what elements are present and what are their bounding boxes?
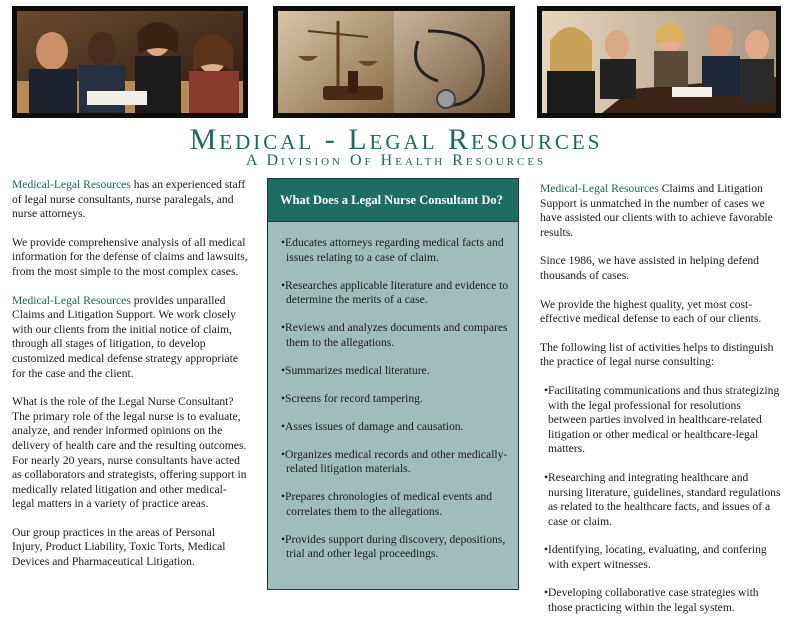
left-paragraph-5: Our group practices in the areas of Personal Injury, Product Liability, Toxic Torts, Medical Devices and Pharmaceutical Litigation. bbox=[12, 525, 226, 569]
panel-list-item: •Organizes medical records and other medically-related litigation materials. bbox=[281, 447, 508, 476]
panel-list-item: •Summarizes medical literature. bbox=[281, 363, 430, 377]
panel-list-item: •Prepares chronologies of medical events and correlates them to the allegations. bbox=[281, 490, 493, 518]
panel-list-item: •Researches applicable literature and evidence to determine the merits of a case. bbox=[281, 278, 509, 307]
panel-list bbox=[268, 222, 518, 562]
right-paragraph-3: We provide the highest quality, yet most cost-effective medical defense to each of our clients. bbox=[540, 297, 762, 326]
activity-item: •Developing collaborative case strategies with those practicing within the legal system. bbox=[544, 586, 759, 615]
brand-name: Medical-Legal Resources bbox=[12, 178, 131, 191]
left-column bbox=[12, 178, 248, 584]
panel-list-item: •Screens for record tampering. bbox=[281, 391, 423, 405]
brand-name: Medical-Legal Resources bbox=[540, 182, 659, 195]
right-paragraph-1-text: Claims and Litigation Support is unmatched in the number of cases we have assisted our clients with to achieve favorable results. bbox=[540, 182, 773, 239]
left-paragraph-3 bbox=[12, 294, 248, 382]
panel-list-item: •Educates attorneys regarding medical facts and issues relating to a case of claim. bbox=[281, 236, 504, 264]
activity-item: •Identifying, locating, evaluating, and confering with expert witnesses. bbox=[544, 543, 767, 571]
panel-list-item: •Provides support during discovery, depositions, trial and other legal proceedings. bbox=[281, 532, 506, 561]
right-paragraph-1 bbox=[540, 182, 782, 240]
conference-table-photo bbox=[537, 6, 781, 118]
right-paragraph-2: Since 1986, we have assisted in helping defend thousands of cases. bbox=[540, 254, 759, 282]
right-paragraph-4: The following list of activities helps to distinguish the practice of legal nurse consulting: bbox=[540, 340, 774, 369]
panel-list-item: •Asses issues of damage and causation. bbox=[281, 419, 464, 433]
activities-list bbox=[540, 384, 782, 616]
left-paragraph-1 bbox=[12, 178, 248, 222]
panel-list-item: •Reviews and analyzes documents and compares them to the allegations. bbox=[281, 321, 508, 349]
business-meeting-photo bbox=[12, 6, 248, 118]
page-title: Medical - Legal Resources bbox=[189, 123, 603, 156]
left-paragraph-4: What is the role of the Legal Nurse Consultant? The primary role of the legal nurse is to evaluate, analyze, and render informed opinions on the delivery of health care and the resulting outcomes. For nearly 20 years, nurse consultants have acted as collaborators and strategists, offering support in medically related litigation and other medical-legal matters in a variety of practice areas. bbox=[12, 395, 247, 511]
right-column bbox=[540, 182, 782, 630]
left-paragraph-3-text: provides unparalled Claims and Litigation Support. We work closely with our clients from the initial notice of claim, through all stages of litigation, to develop customized medical defense strategy appropriate for the case and the client. bbox=[12, 293, 238, 380]
page-subtitle: A Division Of Health Resources bbox=[245, 152, 547, 169]
panel-heading: What Does a Legal Nurse Consultant Do? bbox=[268, 179, 518, 222]
brand-name: Medical-Legal Resources bbox=[12, 293, 131, 307]
left-paragraph-2: We provide comprehensive analysis of all medical information for the defense of claims and lawsuits, from the most simple to the most complex cases. bbox=[12, 235, 248, 278]
left-paragraph-1-text: has an experienced staff of legal nurse consultants, nurse paralegals, and nurse attorneys. bbox=[12, 178, 246, 221]
activity-item: •Facilitating communications and thus strategizing with the legal professional for resolutions between parties involved in healthcare-related litigation or other medical or healthcare-legal matters. bbox=[544, 383, 780, 456]
legal-nurse-consultant-panel bbox=[267, 178, 519, 590]
activity-item: •Researching and integrating healthcare and nursing literature, guidelines, standard regulations as related to the healthcare facts, and issues of a case or claim. bbox=[544, 470, 781, 528]
scales-gavel-stethoscope-photo bbox=[273, 6, 515, 118]
